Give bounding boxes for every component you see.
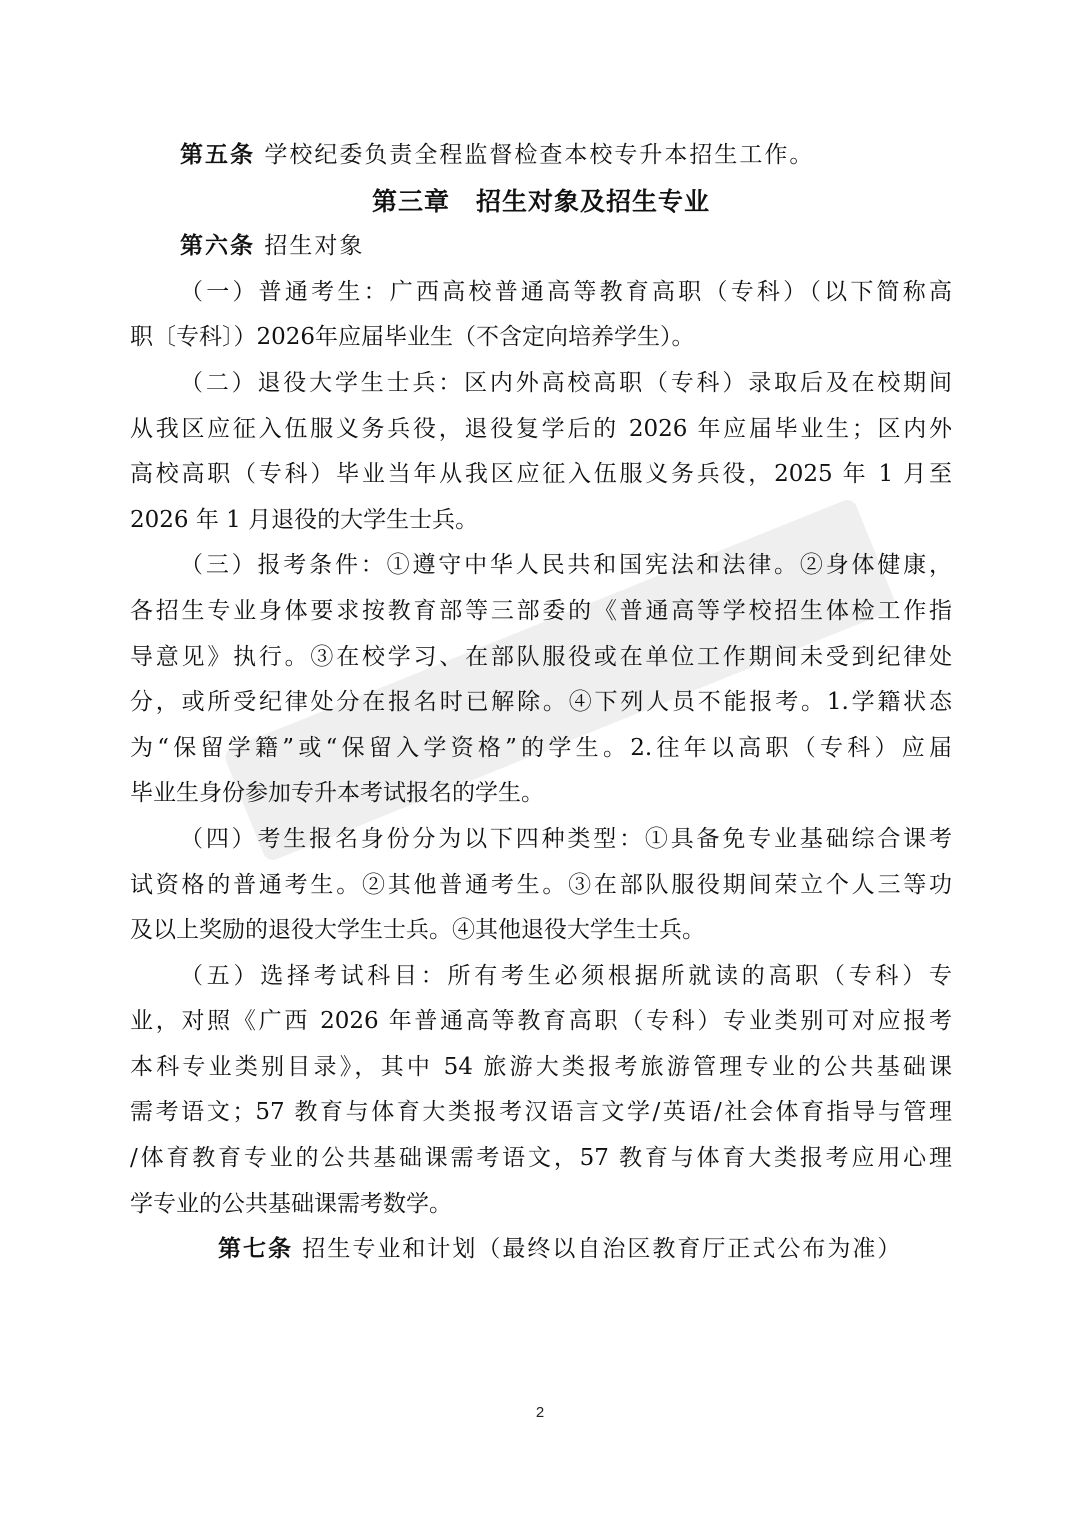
paragraph-line: 2026 年 1 月退役的大学生士兵。 [130, 506, 479, 533]
paragraph-1 [130, 270, 952, 361]
chapter-heading [130, 179, 952, 225]
paragraph-3 [130, 543, 952, 817]
paragraph-line: 从我区应征入伍服义务兵役，退役复学后的 2026 年应届毕业生；区内外 [130, 415, 952, 442]
article-5 [130, 133, 952, 179]
paragraph-line: /体育教育专业的公共基础课需考语文，57 教育与体育大类报考应用心理 [130, 1145, 952, 1172]
article-6-text: 招生对象 [264, 233, 365, 260]
paragraph-5 [130, 954, 952, 1228]
paragraph-line: 毕业生身份参加专升本考试报名的学生。 [130, 780, 544, 807]
paragraph-line: （五）选择考试科目：所有考生必须根据所就读的高职（专科）专 [180, 962, 952, 989]
paragraph-line: 试资格的普通考生。②其他普通考生。③在部队服役期间荣立个人三等功 [130, 871, 952, 898]
chapter-number: 第三章 [371, 186, 450, 216]
paragraph-line: （二）退役大学生士兵：区内外高校高职（专科）录取后及在校期间 [180, 369, 952, 396]
paragraph-line: 高校高职（专科）毕业当年从我区应征入伍服义务兵役，2025 年 1 月至 [130, 461, 952, 488]
paragraph-line: （四）考生报名身份分为以下四种类型：①具备免专业基础综合课考 [180, 825, 952, 852]
paragraph-line: 各招生专业身体要求按教育部等三部委的《普通高等学校招生体检工作指 [130, 597, 952, 624]
article-6 [130, 224, 952, 270]
article-5-title: 第五条 [180, 142, 255, 168]
article-7 [130, 1227, 952, 1273]
document-body [130, 133, 952, 1273]
paragraph-line: 分，或所受纪律处分在报名时已解除。④下列人员不能报考。1.学籍状态 [130, 689, 952, 716]
chapter-title: 招生对象及招生专业 [476, 186, 711, 216]
paragraph-2 [130, 361, 952, 543]
paragraph-line: （一）普通考生：广西高校普通高等教育高职（专科）（以下简称高 [180, 278, 952, 305]
article-7-text: 招生专业和计划（最终以自治区教育厅正式公布为准） [302, 1236, 903, 1263]
paragraph-line: 业，对照《广西 2026 年普通高等教育高职（专科）专业类别可对应报考 [130, 1008, 952, 1035]
paragraph-line: 导意见》执行。③在校学习、在部队服役或在单位工作期间未受到纪律处 [130, 643, 952, 670]
paragraph-line: 为“保留学籍”或“保留入学资格”的学生。2.往年以高职（专科）应届 [130, 734, 952, 761]
paragraph-line: 及以上奖励的退役大学生士兵。④其他退役大学生士兵。 [130, 917, 705, 944]
paragraph-line: 需考语文；57 教育与体育大类报考汉语言文学/英语/社会体育指导与管理 [130, 1099, 952, 1126]
paragraph-4 [130, 817, 952, 954]
article-7-title: 第七条 [218, 1236, 293, 1263]
article-6-title: 第六条 [180, 233, 255, 260]
paragraph-line: 学专业的公共基础课需考数学。 [130, 1190, 452, 1217]
article-5-text: 学校纪委负责全程监督检查本校专升本招生工作。 [264, 142, 815, 168]
page-number: 2 [535, 1404, 545, 1421]
paragraph-line: （三）报考条件：①遵守中华人民共和国宪法和法律。②身体健康， [180, 552, 952, 579]
paragraph-line: 职〔专科〕）2026年应届毕业生（不含定向培养学生）。 [130, 324, 695, 351]
paragraph-line: 本科专业类别目录》，其中 54 旅游大类报考旅游管理专业的公共基础课 [130, 1053, 952, 1080]
